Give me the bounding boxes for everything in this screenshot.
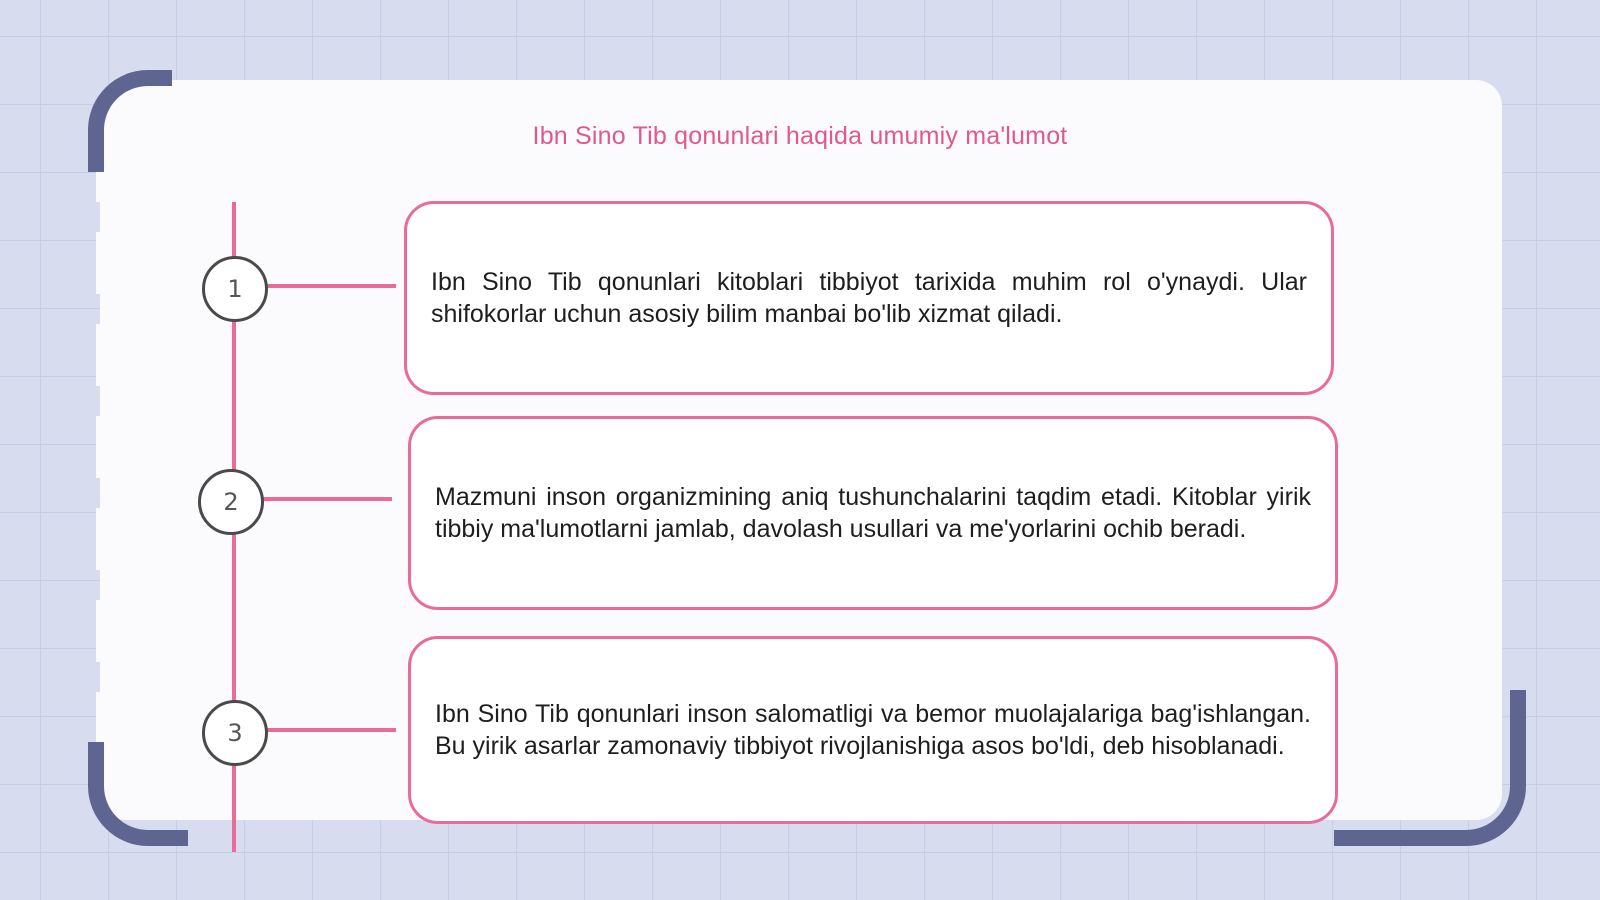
info-card-text: Mazmuni inson organizmining aniq tushunchalarini taqdim etadi. Kitoblar yirik tibbiy ma'lumotlarni jamlab, davolash usullari va me'yorlarini ochib beradi. — [435, 483, 1311, 543]
connector-1 — [266, 284, 396, 288]
connector-2 — [262, 497, 392, 501]
info-card-1 — [404, 201, 1334, 395]
info-card-3 — [408, 636, 1338, 824]
corner-bracket-bottom-right — [1334, 690, 1526, 846]
info-card-2 — [408, 416, 1338, 610]
corner-bracket-top-left — [88, 70, 172, 172]
page-title: Ibn Sino Tib qonunlari haqida umumiy ma'lumot — [532, 122, 1068, 150]
info-card-text: Ibn Sino Tib qonunlari inson salomatligi va bemor muolajalariga bag'ishlangan. Bu yirik asarlar zamonaviy tibbiyot rivojlanishiga asos bo'ldi, deb hisoblanadi. — [435, 700, 1311, 760]
corner-bracket-bottom-left — [88, 742, 188, 846]
step-number-3: 3 — [202, 700, 268, 766]
step-number-2: 2 — [198, 469, 264, 535]
info-card-text: Ibn Sino Tib qonunlari kitoblari tibbiyot tarixida muhim rol o'ynaydi. Ular shifokorlar uchun asosiy bilim manbai bo'lib xizmat qiladi. — [431, 268, 1307, 328]
connector-3 — [266, 728, 396, 732]
step-number-1: 1 — [202, 256, 268, 322]
